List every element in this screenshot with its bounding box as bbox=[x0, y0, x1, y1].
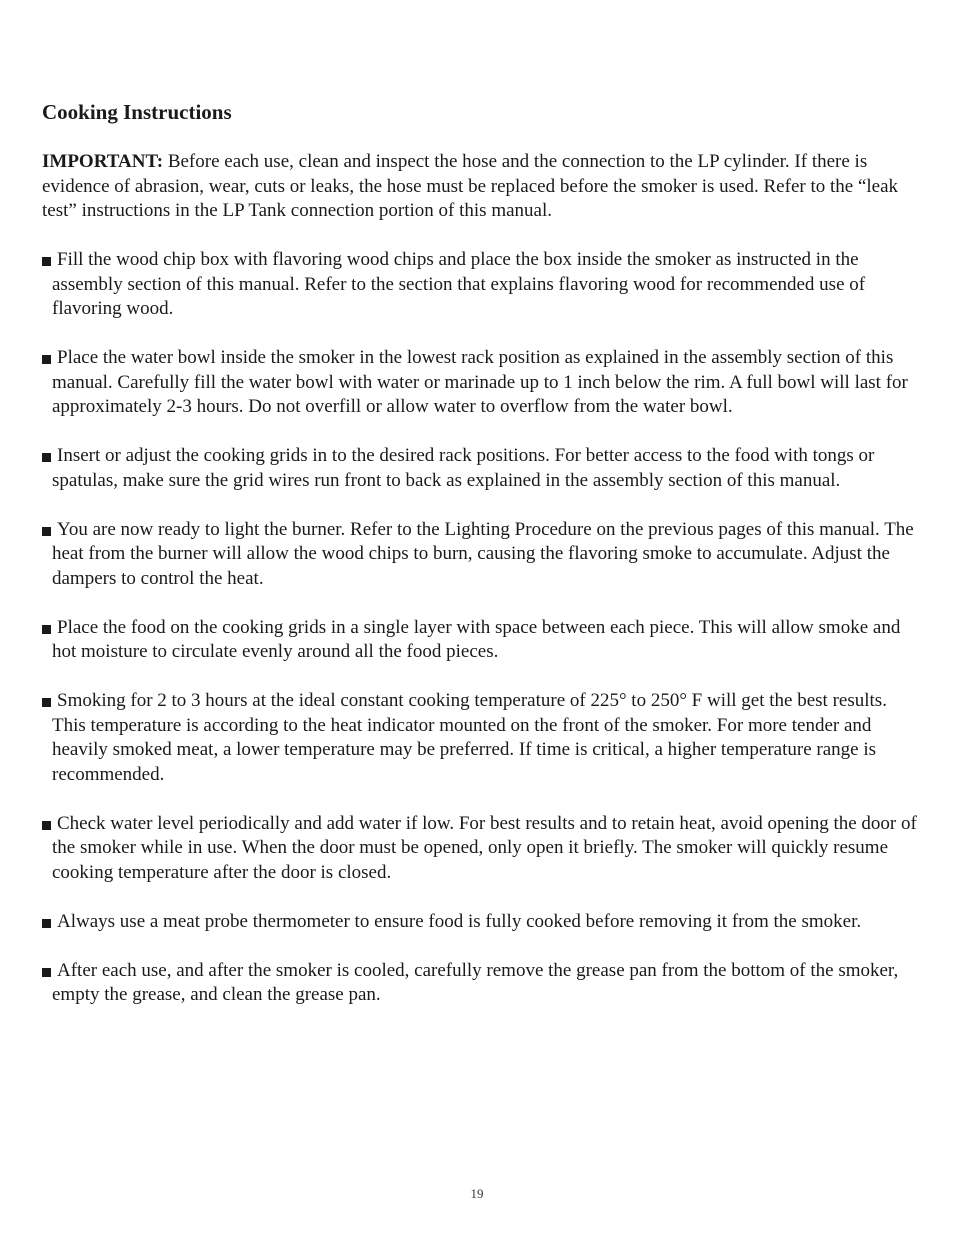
page-title: Cooking Instructions bbox=[42, 100, 232, 124]
square-bullet-icon bbox=[42, 625, 51, 634]
instruction-text: You are now ready to light the burner. Refer to the Lighting Procedure on the previous pages of this manual. The heat from the burner will allow the wood chips to burn, causing the flavoring smoke to accumulate. Adjust the dampers to control the heat. bbox=[52, 518, 914, 589]
instruction-text: Fill the wood chip box with flavoring wood chips and place the box inside the smoker as instructed in the assembly section of this manual. Refer to the section that explains flavoring wood for recommended use of flavoring wood. bbox=[52, 249, 866, 319]
instruction-item bbox=[42, 248, 917, 322]
square-bullet-icon bbox=[42, 821, 51, 830]
instruction-item bbox=[42, 444, 917, 493]
important-text: Before each use, clean and inspect the hose and the connection to the LP cylinder. If there is evidence of abrasion, wear, cuts or leaks, the hose must be replaced before the smoker is used. Refer to the “leak test” instructions in the LP Tank connection portion of this manual. bbox=[42, 151, 899, 221]
square-bullet-icon bbox=[42, 919, 51, 928]
instruction-item bbox=[42, 518, 917, 592]
instruction-text: Place the food on the cooking grids in a single layer with space between each piece. This will allow smoke and hot moisture to circulate evenly around all the food pieces. bbox=[52, 616, 901, 662]
page-number: 19 bbox=[470, 1186, 484, 1201]
instruction-text: Always use a meat probe thermometer to ensure food is fully cooked before removing it from the smoker. bbox=[57, 910, 862, 932]
instruction-text: Insert or adjust the cooking grids in to the desired rack positions. For better access to the food with tongs or spatulas, make sure the grid wires run front to back as explained in the assembly section of this manual. bbox=[52, 445, 875, 491]
square-bullet-icon bbox=[42, 527, 51, 536]
important-notice bbox=[42, 150, 917, 224]
important-label: IMPORTANT: bbox=[42, 151, 164, 172]
instruction-text: After each use, and after the smoker is cooled, carefully remove the grease pan from the bottom of the smoker, empty the grease, and clean the grease pan. bbox=[52, 959, 899, 1005]
square-bullet-icon bbox=[42, 355, 51, 364]
instruction-item bbox=[42, 959, 917, 1008]
square-bullet-icon bbox=[42, 698, 51, 707]
instruction-text: Check water level periodically and add water if low. For best results and to retain heat, avoid opening the door of the smoker while in use. When the door must be opened, only open it briefly. The smoker will quickly resume cooking temperature after the door is closed. bbox=[52, 812, 917, 883]
instruction-item bbox=[42, 346, 917, 420]
instruction-item bbox=[42, 910, 917, 935]
instruction-item bbox=[42, 812, 917, 886]
instruction-item bbox=[42, 616, 917, 665]
instruction-text: Place the water bowl inside the smoker in the lowest rack position as explained in the assembly section of this manual. Carefully fill the water bowl with water or marinade up to 1 inch below the rim. A full bowl will last for approximately 2-3 hours. Do not overfill or allow water to overflow from the water bowl. bbox=[52, 347, 908, 417]
square-bullet-icon bbox=[42, 968, 51, 977]
instruction-item bbox=[42, 689, 917, 787]
instruction-text: Smoking for 2 to 3 hours at the ideal constant cooking temperature of 225° to 250° F will get the best results. This temperature is according to the heat indicator mounted on the front of the smoker. For more tender and heavily smoked meat, a lower temperature may be preferred. If time is critical, a higher temperature range is recommended. bbox=[52, 690, 887, 785]
square-bullet-icon bbox=[42, 453, 51, 462]
instruction-list bbox=[42, 248, 917, 1032]
square-bullet-icon bbox=[42, 257, 51, 266]
